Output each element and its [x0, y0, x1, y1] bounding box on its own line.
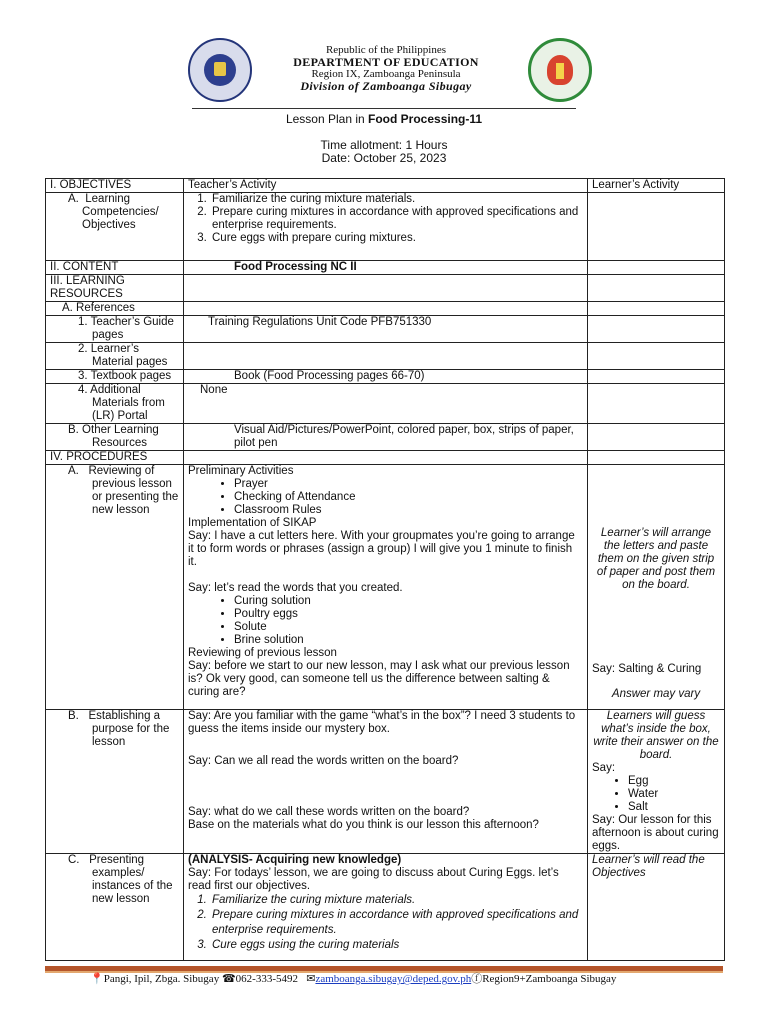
textbook-value: Book (Food Processing pages 66-70)	[184, 370, 588, 384]
table-row	[46, 451, 725, 465]
division-seal-logo	[528, 38, 592, 102]
table-row	[46, 370, 725, 384]
list-item: • Brine solution	[234, 634, 583, 647]
teacher-cell	[184, 343, 588, 370]
procedure-b-label: B. Establishing a purpose for the lesson	[46, 710, 184, 854]
list-item: • Poultry eggs	[234, 608, 583, 621]
footer	[90, 973, 730, 986]
table-row	[46, 710, 725, 854]
table-row	[46, 302, 725, 316]
location-pin-icon: 📍	[90, 973, 104, 985]
say-text: Say: Are you familiar with the game “what’s in the box”? I need 3 students to guess the items inside our mystery box.	[188, 710, 576, 735]
learner-cell	[588, 193, 725, 261]
procedure-b-learner	[588, 710, 725, 854]
table-row	[46, 275, 725, 302]
teacher-activity-heading: Teacher’s Activity	[184, 179, 588, 193]
phone-icon: ☎	[221, 973, 236, 985]
other-resources-label: B. Other Learning Resources	[46, 424, 184, 451]
learner-cell	[588, 316, 725, 343]
objectives-list	[188, 193, 583, 245]
learning-competencies-label: A. Learning Competencies/ Objectives	[46, 193, 184, 261]
list-item: • Solute	[234, 621, 583, 634]
table-row	[46, 343, 725, 370]
table-row	[46, 193, 725, 261]
learner-cell	[588, 343, 725, 370]
say-text: Say: Can we all read the words written on the board?	[188, 755, 459, 767]
learner-cell	[588, 370, 725, 384]
teacher-cell	[184, 451, 588, 465]
say-text: Say: I have a cut letters here. With your groupmates you’re going to arrange it to form words or phrases (assign a group) I will give you 1 minute to finish it.	[188, 530, 575, 568]
list-item: 1. Familiarize the curing mixture materials.	[210, 893, 583, 908]
learner-activity-heading: Learner’s Activity	[588, 179, 725, 193]
learning-resources-label: III. LEARNING RESOURCES	[46, 275, 184, 302]
analysis-heading: (ANALYSIS- Acquiring new knowledge)	[188, 854, 402, 866]
department-label: DEPARTMENT OF EDUCATION	[293, 55, 479, 69]
content-value: Food Processing NC II	[184, 261, 588, 275]
division-label: Division of Zamboanga Sibugay	[300, 79, 472, 93]
footer-facebook: Region9+Zamboanga Sibugay	[482, 973, 617, 985]
teacher-cell	[184, 275, 588, 302]
preliminary-activities: Preliminary Activities	[188, 465, 294, 477]
email-icon: ✉	[306, 973, 316, 985]
objectives-list	[188, 893, 583, 953]
learner-text: Say: Our lesson for this afternoon is about curing eggs.	[592, 814, 719, 852]
preliminary-list	[188, 478, 583, 517]
table-row	[46, 316, 725, 343]
teachers-guide-label: 1. Teacher’s Guide pages	[46, 316, 184, 343]
list-item: 1. Familiarize the curing mixture materials.	[210, 193, 583, 206]
table-row	[46, 384, 725, 424]
table-row	[46, 424, 725, 451]
time-allotment: Time allotment: 1 Hours	[320, 138, 448, 152]
additional-materials-label: 4. Additional Materials from (LR) Portal	[46, 384, 184, 424]
learner-cell	[588, 302, 725, 316]
footer-email[interactable]: zamboanga.sibugay@deped.gov.ph	[315, 973, 472, 985]
reviewing-label: Reviewing of previous lesson	[188, 647, 337, 659]
other-resources-value: Visual Aid/Pictures/PowerPoint, colored paper, box, strips of paper, pilot pen	[184, 424, 588, 451]
lesson-plan-title	[0, 113, 768, 126]
deped-seal-logo	[188, 38, 252, 102]
procedure-c-learner	[588, 854, 725, 961]
learner-cell	[588, 451, 725, 465]
content-label: II. CONTENT	[46, 261, 184, 275]
textbook-label: 3. Textbook pages	[46, 370, 184, 384]
region-label: Region IX, Zamboanga Peninsula	[311, 68, 461, 80]
objectives-heading: I. OBJECTIVES	[46, 179, 184, 193]
list-item: • Checking of Attendance	[234, 491, 583, 504]
list-item: 2. Prepare curing mixtures in accordance with approved specifications and enterprise requirements.	[210, 908, 583, 938]
table-row	[46, 854, 725, 961]
learners-material-label: 2. Learner’s Material pages	[46, 343, 184, 370]
say-text: Say: what do we call these words written on the board?	[188, 806, 470, 818]
lesson-plan-table	[45, 178, 725, 961]
republic-label: Republic of the Philippines	[325, 44, 447, 56]
table-row	[46, 179, 725, 193]
learner-text: Learner’s will read the Objectives	[592, 854, 705, 879]
list-item: • Egg	[628, 775, 720, 788]
learner-text: Learners will guess what’s inside the box, write their answer on the board.	[593, 710, 719, 761]
say-text: Base on the materials what do you think is our lesson this afternoon?	[188, 819, 539, 831]
table-row	[46, 261, 725, 275]
list-item: • Curing solution	[234, 595, 583, 608]
say-text: Say: For todays’ lesson, we are going to discuss about Curing Eggs. let’s read first our objectives.	[188, 867, 559, 892]
words-list	[188, 595, 583, 647]
learner-text: Say:	[592, 762, 616, 774]
header-divider	[192, 108, 576, 109]
references-label: A. References	[46, 302, 184, 316]
procedure-b-teacher	[184, 710, 588, 854]
learner-cell	[588, 384, 725, 424]
letterhead	[180, 38, 580, 102]
sikap-label: Implementation of SIKAP	[188, 517, 317, 529]
list-item: • Water	[628, 788, 720, 801]
learner-text: Answer may vary	[611, 688, 701, 700]
title-subject: Food Processing-11	[368, 112, 483, 126]
lesson-date: Date: October 25, 2023	[321, 151, 447, 165]
teacher-cell	[184, 302, 588, 316]
objectives-cell	[184, 193, 588, 261]
learner-items-list	[592, 775, 720, 814]
learner-cell	[588, 275, 725, 302]
say-text: Say: before we start to our new lesson, may I ask what our previous lesson is? Ok very good, can someone tell us the difference between salting & curing are?	[188, 660, 570, 698]
list-item: • Prayer	[234, 478, 583, 491]
procedure-c-teacher	[184, 854, 588, 961]
letterhead-text	[276, 44, 496, 92]
procedure-a-learner	[588, 465, 725, 710]
learner-text: Learner’s will arrange the letters and paste them on the given strip of paper and post them on the board.	[596, 527, 716, 591]
table-row	[46, 465, 725, 710]
additional-materials-value: None	[184, 384, 588, 424]
list-item: 3. Cure eggs with prepare curing mixtures.	[210, 232, 583, 245]
learner-cell	[588, 424, 725, 451]
procedure-a-label: A. Reviewing of previous lesson or presenting the new lesson	[46, 465, 184, 710]
list-item: 3. Cure eggs using the curing materials	[210, 938, 583, 953]
say-text: Say: let’s read the words that you created.	[188, 582, 403, 594]
footer-address: Pangi, Ipil, Zbga. Sibugay	[103, 973, 220, 985]
list-item: • Classroom Rules	[234, 504, 583, 517]
learner-text: Say: Salting & Curing	[592, 663, 702, 675]
procedures-label: IV. PROCEDURES	[46, 451, 184, 465]
procedure-a-teacher	[184, 465, 588, 710]
procedure-c-label: C. Presenting examples/ instances of the new lesson	[46, 854, 184, 961]
list-item: • Salt	[628, 801, 720, 814]
title-prefix: Lesson Plan in	[285, 112, 369, 126]
teachers-guide-value: Training Regulations Unit Code PFB751330	[184, 316, 588, 343]
footer-phone: 062-333-5492	[235, 973, 298, 985]
learner-cell	[588, 261, 725, 275]
list-item: 2. Prepare curing mixtures in accordance with approved specifications and enterprise requirements.	[210, 206, 583, 232]
facebook-icon: ⓕ	[471, 973, 483, 985]
